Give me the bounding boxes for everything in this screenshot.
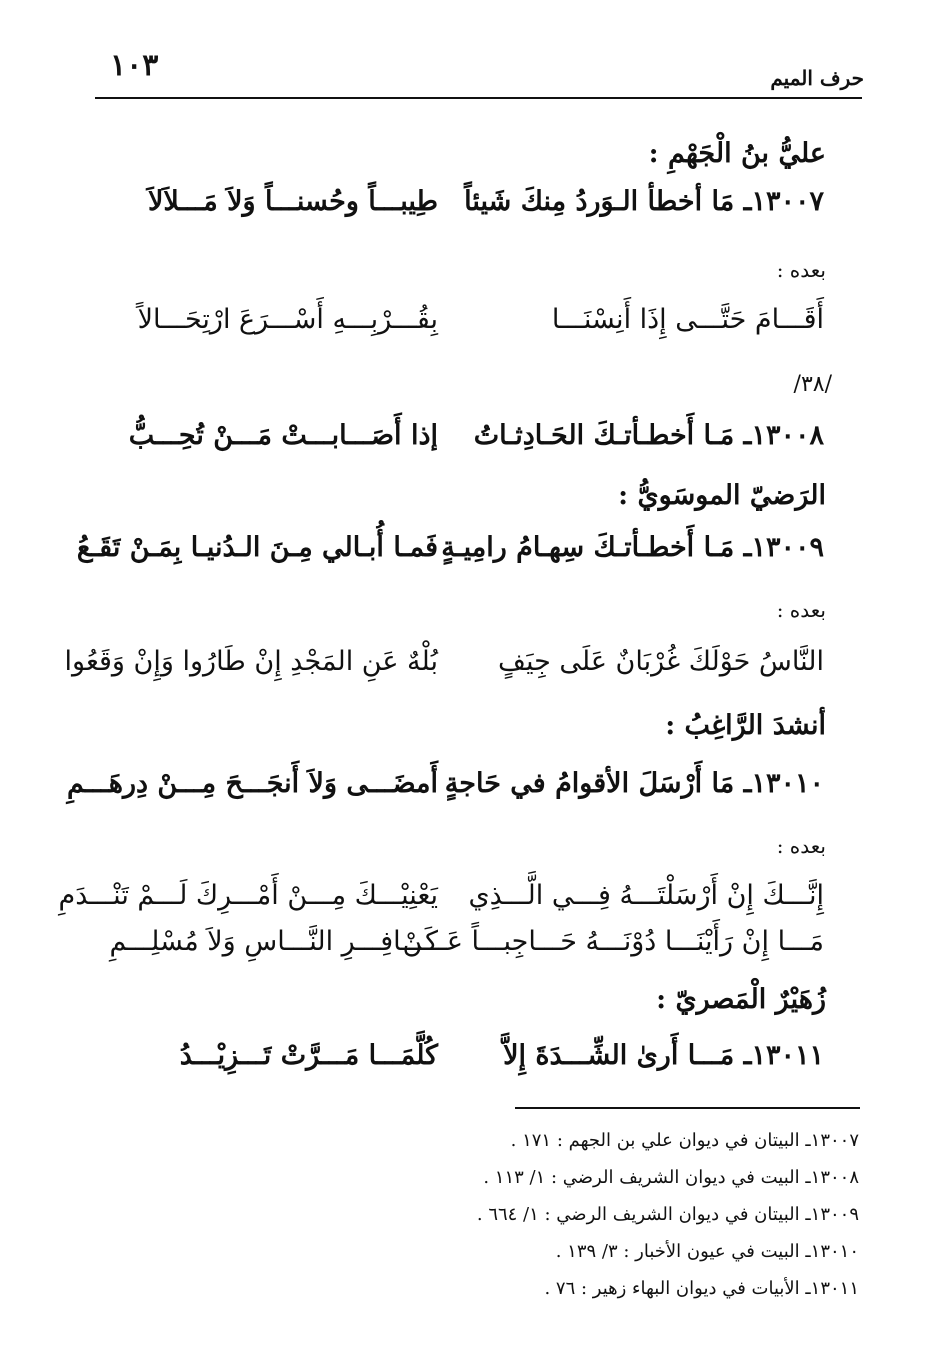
verse-second-hemistich: يَعْنِيْـــكَ مِـــنْ أَمْـــرِكَ لَـــمْ تَنْـــدَمِ [58, 880, 438, 911]
verse-first-hemistich: أَقَـــامَ حَتَّـــى إِذَا أَنِسْنَـــا [551, 304, 824, 335]
verse-first-hemistich: ١٣٠٠٩ـ مَـا أَخطـأتـكَ سِهـامُ رامِيـةٍ [441, 532, 824, 563]
verse-second-hemistich: كُلَّمَـــا مَـــرَّتْ تَـــزِيْـــدُ [179, 1040, 438, 1071]
page-number: ١٠٣ [110, 48, 159, 83]
section-title: حرف الميم [770, 66, 864, 90]
verse-first-hemistich: النَّاسُ حَوْلَكَ غُرْبَانٌ عَلَى جِيَفٍ [498, 646, 824, 677]
footnote-rule [515, 1107, 860, 1109]
after-label: بعده : [776, 598, 826, 622]
footnote: ١٣٠٠٨ـ البيت في ديوان الشريف الرضي : ١/ ١١٣ . [483, 1167, 859, 1188]
verse-first-hemistich: مَـــا إِنْ رَأَيْنَـــا دُوْنَـــهُ حَـــاجِبـــاً عَـــنْ [402, 926, 824, 957]
verse-first-hemistich: ١٣٠١٠ـ مَا أَرْسَلَ الأقوامُ في حَاجةٍ [444, 768, 824, 799]
poet-name: الرَضيّ الموسَويُّ : [618, 480, 826, 511]
verse-second-hemistich: فَمـا أُبـالي مِـنَ الـدُنيـا بِمَـنْ تَقَـعُ [76, 532, 438, 563]
verse-second-hemistich: بِقُـــرْبِـــهِ أَسْـــرَعَ ارْتِحَـــالاً [137, 304, 438, 335]
footnote: ١٣٠٠٩ـ البيتان في ديوان الشريف الرضي : ١/ ٦٦٤ . [476, 1204, 859, 1225]
footnote: ١٣٠١١ـ الأبيات في ديوان البهاء زهير : ٧٦ . [544, 1278, 859, 1299]
footnote: ١٣٠٠٧ـ البيتان في ديوان علي بن الجهم : ١٧١ . [510, 1130, 859, 1151]
poet-name: عليُّ بنُ الْجَهْمِ : [648, 138, 826, 169]
verse-second-hemistich: كَـــافِـــرِ النَّـــاسِ وَلاَ مُسْلِـــمِ [109, 926, 438, 957]
after-label: بعده : [776, 258, 826, 282]
verse-second-hemistich: بُلْهٌ عَنِ المَجْدِ إِنْ طَارُوا وَإِنْ وَقَعُوا [64, 646, 438, 677]
verse-second-hemistich: إذا أَصَـــابـــتْ مَـــنْ تُحِـــبُّ [128, 420, 438, 451]
poet-name: أنشدَ الرَّاغِبُ : [665, 710, 826, 741]
header-rule [95, 97, 862, 99]
verse-first-hemistich: ١٣٠٠٨ـ مَـا أَخطـأتـكَ الحَـادِثـاتُ [473, 420, 824, 451]
verse-second-hemistich: أَمضَـــى وَلاَ أَنجَـــحَ مِـــنْ دِرهَـــمِ [67, 768, 438, 799]
poet-name: زُهَيْرٌ الْمَصريّ : [656, 984, 826, 1015]
after-label: بعده : [776, 834, 826, 858]
verse-second-hemistich: طِيبـــاً وحُسنـــاً وَلاَ مَـــلاَلاَ [148, 186, 438, 217]
footnote: ١٣٠١٠ـ البيت في عيون الأخبار : ٣/ ١٣٩ . [555, 1241, 859, 1262]
verse-first-hemistich: ١٣٠٠٧ـ مَا أخطأ الـوَردُ مِنكَ شَيئاً [464, 186, 824, 217]
verse-first-hemistich: إِنَّـــكَ إِنْ أَرْسَلْتَـــهُ فِـــي الَّـــذِي [468, 880, 824, 911]
verse-first-hemistich: ١٣٠١١ـ مَـــا أَرىٰ الشِّـــدَةَ إِلاَّ [503, 1040, 824, 1071]
page-reference: /٣٨/ [793, 372, 832, 397]
